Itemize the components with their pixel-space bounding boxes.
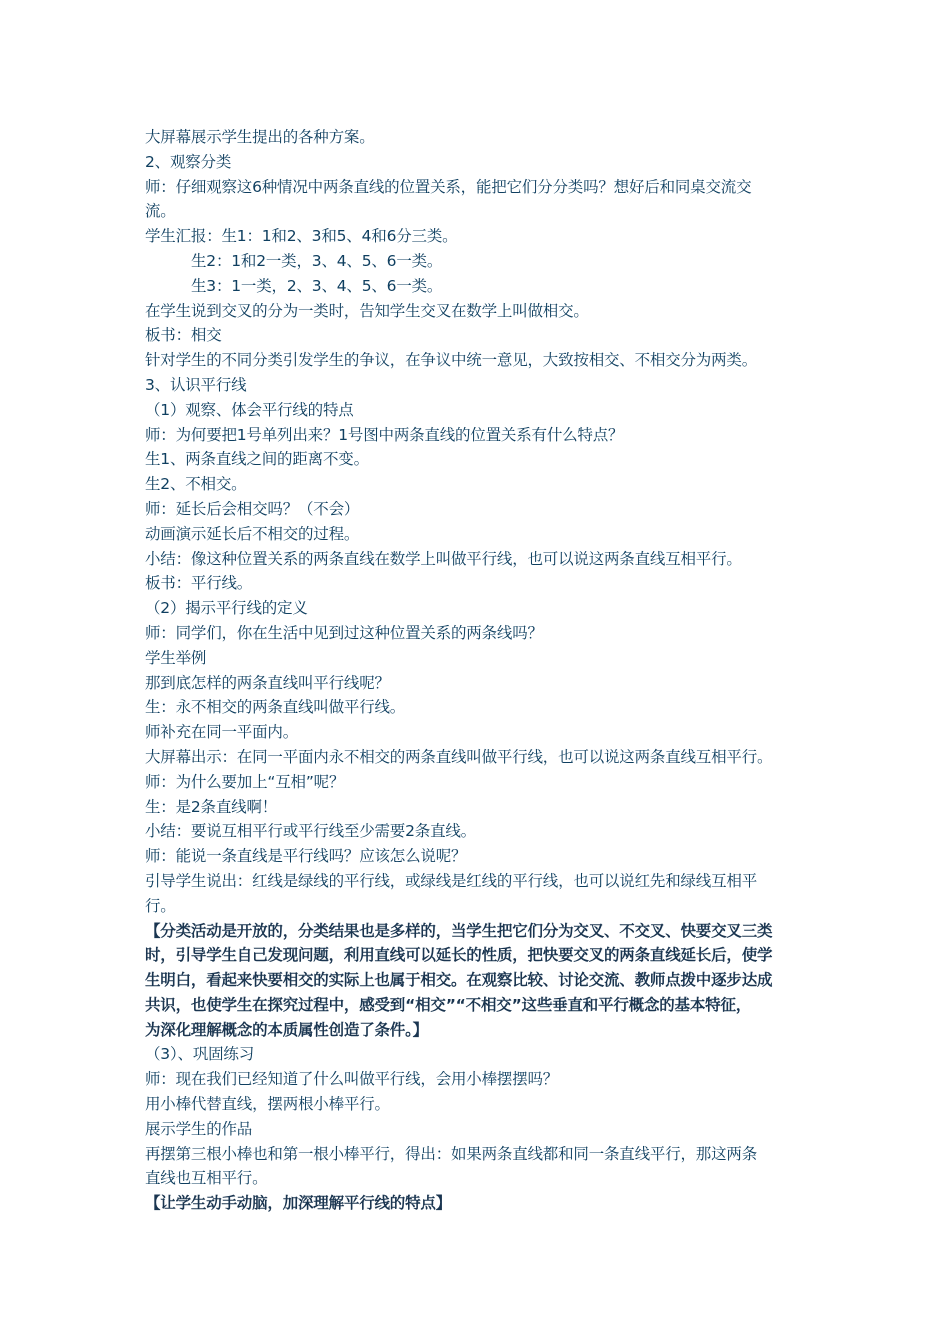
text-line: 师：仔细观察这6种情况中两条直线的位置关系，能把它们分分类吗？想好后和同桌交流交 <box>145 177 752 196</box>
text-line: 师：为何要把1号单列出来？1号图中两条直线的位置关系有什么特点？ <box>145 425 624 444</box>
text-line: 生1、两条直线之间的距离不变。 <box>145 450 369 469</box>
commentary-line: 时，引导学生自己发现问题，利用直线可以延长的性质，把快要交叉的两条直线延长后，使学 <box>145 946 773 965</box>
text-line: 直线也互相平行。 <box>145 1169 268 1188</box>
text-line: 在学生说到交叉的分为一类时，告知学生交叉在数学上叫做相交。 <box>145 301 589 320</box>
text-line: 生：永不相交的两条直线叫做平行线。 <box>145 698 406 717</box>
commentary-line: 生明白，看起来快要相交的实际上也属于相交。在观察比较、讨论交流、教师点拨中逐步达成 <box>145 971 773 990</box>
text-line: 师：延长后会相交吗？（不会） <box>145 499 360 518</box>
text-line: （2）揭示平行线的定义 <box>145 599 308 618</box>
text-line: 生2、不相交。 <box>145 475 247 494</box>
text-line: 行。 <box>145 896 176 915</box>
text-line: 师：能说一条直线是平行线吗？应该怎么说呢？ <box>145 847 467 866</box>
commentary-line: 共识，也使学生在探究过程中，感受到“相交”“不相交”这些垂直和平行概念的基本特征， <box>145 995 752 1014</box>
text-line: 生3：1一类，2、3、4、5、6一类。 <box>191 276 443 295</box>
text-line: 大屏幕展示学生提出的各种方案。 <box>145 128 375 146</box>
text-line: 用小棒代替直线，摆两根小棒平行。 <box>145 1095 390 1114</box>
text-line: 引导学生说出：红线是绿线的平行线，或绿线是红线的平行线，也可以说红先和绿线互相平 <box>145 871 758 890</box>
text-line: 学生举例 <box>145 648 207 667</box>
text-line: 板书：平行线。 <box>145 574 253 593</box>
text-line: （1）观察、体会平行线的特点 <box>145 400 354 419</box>
commentary-line: 【分类活动是开放的，分类结果也是多样的，当学生把它们分为交叉、不交叉、快要交叉三类 <box>145 921 773 940</box>
text-line: 3、认识平行线 <box>145 375 247 394</box>
text-line: 动画演示延长后不相交的过程。 <box>145 524 360 543</box>
commentary-line: 【让学生动手动脑，加深理解平行线的特点】 <box>145 1194 452 1213</box>
text-line: 师：为什么要加上“互相”呢？ <box>145 772 345 791</box>
text-line: （3）、巩固练习 <box>145 1045 255 1064</box>
text-line: 展示学生的作品 <box>145 1119 253 1138</box>
text-line: 那到底怎样的两条直线叫平行线呢？ <box>145 673 390 692</box>
text-line: 生：是2条直线啊！ <box>145 797 278 816</box>
text-line: 大屏幕出示：在同一平面内永不相交的两条直线叫做平行线，也可以说这两条直线互相平行。 <box>145 747 773 766</box>
text-line: 流。 <box>145 202 176 221</box>
text-line: 师：现在我们已经知道了什么叫做平行线，会用小棒摆摆吗？ <box>145 1070 559 1089</box>
text-line: 小结：像这种位置关系的两条直线在数学上叫做平行线，也可以说这两条直线互相平行。 <box>145 549 742 568</box>
text-line: 再摆第三根小棒也和第一根小棒平行，得出：如果两条直线都和同一条直线平行，那这两条 <box>145 1144 758 1163</box>
text-line: 生2：1和2一类，3、4、5、6一类。 <box>191 251 443 270</box>
document-body <box>145 125 835 1216</box>
text-line: 板书：相交 <box>145 326 222 345</box>
text-line: 师补充在同一平面内。 <box>145 723 299 742</box>
text-line: 学生汇报：生1：1和2、3和5、4和6分三类。 <box>145 227 458 246</box>
text-line: 师：同学们，你在生活中见到过这种位置关系的两条线吗？ <box>145 623 543 642</box>
text-line: 小结：要说互相平行或平行线至少需要2条直线。 <box>145 822 476 841</box>
commentary-line: 为深化理解概念的本质属性创造了条件。】 <box>145 1020 428 1039</box>
text-line: 2、观察分类 <box>145 152 232 171</box>
text-line: 针对学生的不同分类引发学生的争议，在争议中统一意见，大致按相交、不相交分为两类。 <box>145 351 758 370</box>
